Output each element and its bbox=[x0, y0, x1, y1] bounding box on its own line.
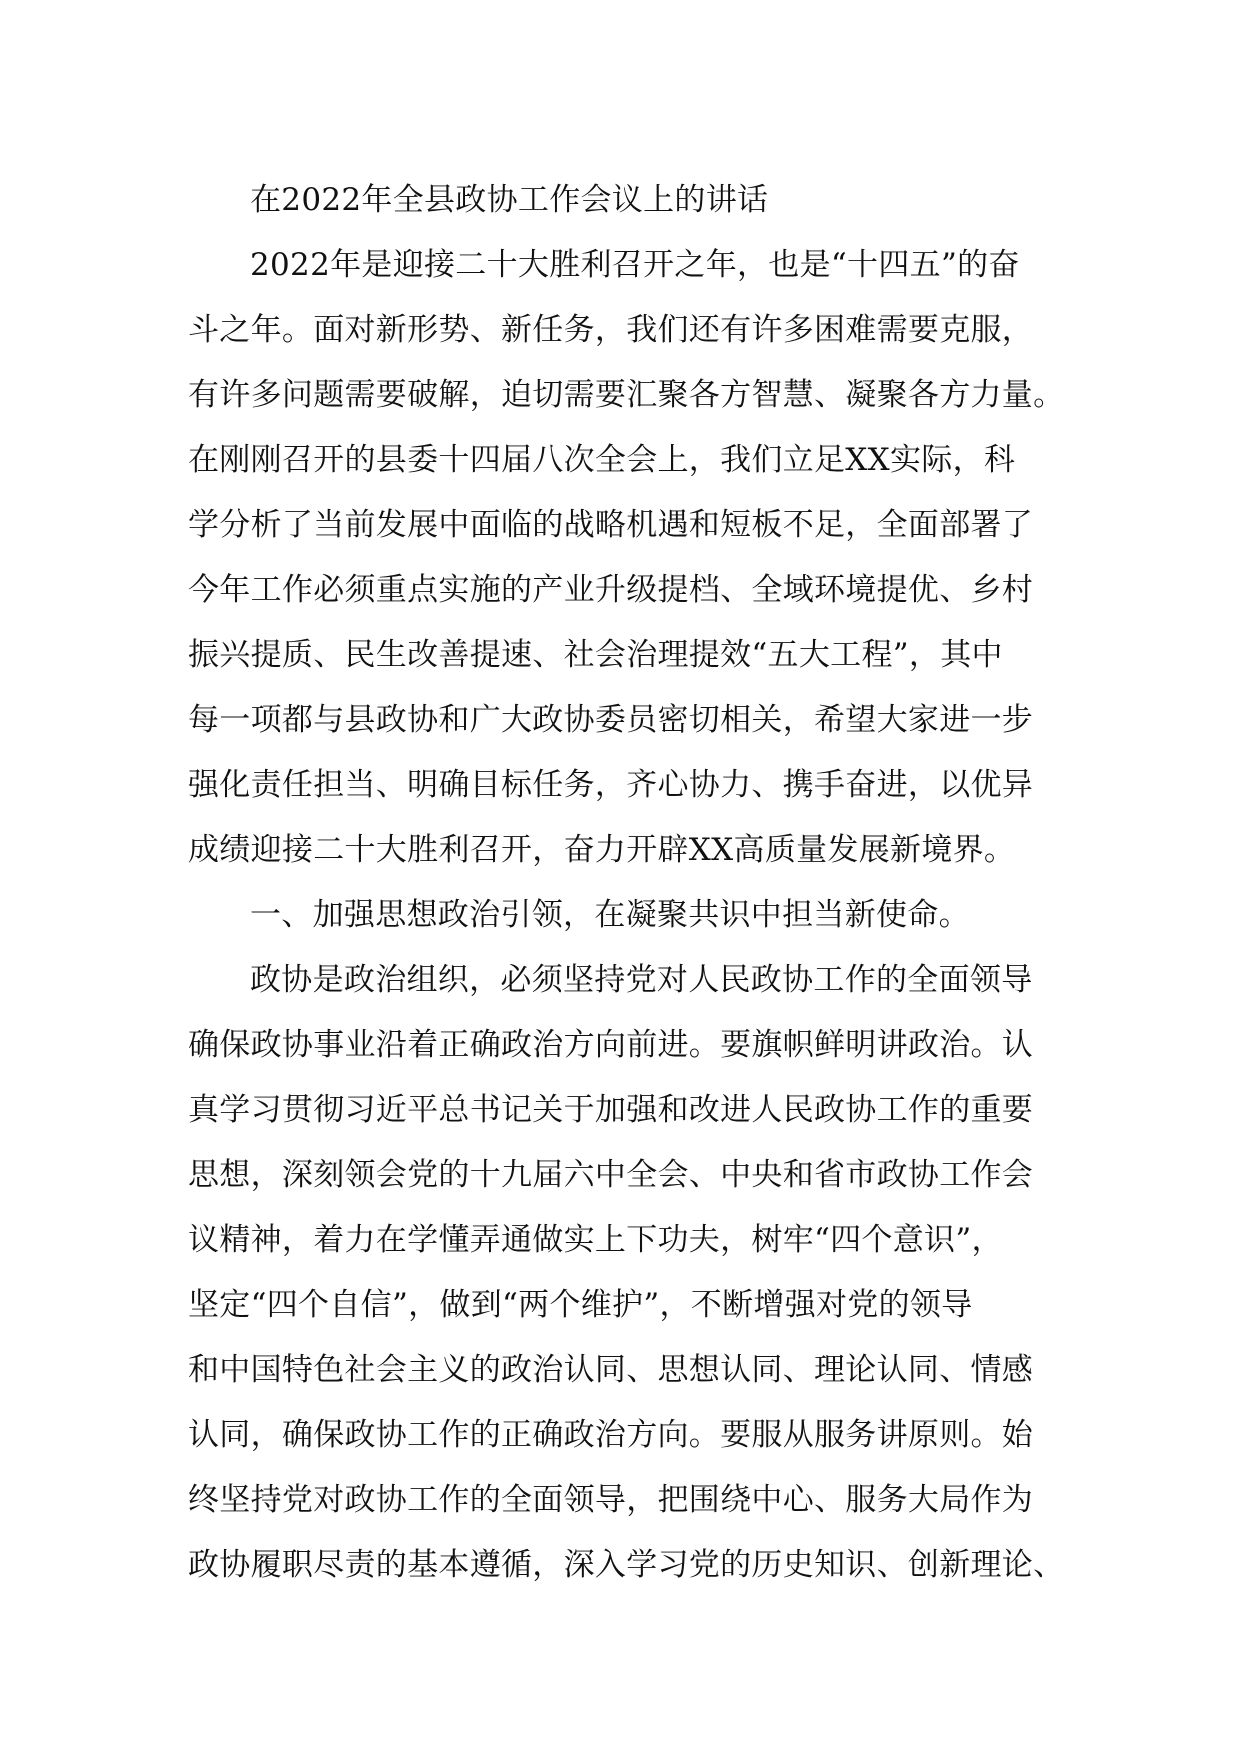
paragraph-line: 在刚刚召开的县委十四届八次全会上，我们立足XX实际，科 bbox=[188, 442, 1016, 478]
paragraph-line: 成绩迎接二十大胜利召开，奋力开辟XX高质量发展新境界。 bbox=[188, 832, 1016, 868]
paragraph-line: 振兴提质、民生改善提速、社会治理提效“五大工程”，其中 bbox=[188, 637, 1003, 673]
paragraph-line: 今年工作必须重点实施的产业升级提档、全域环境提优、乡村 bbox=[188, 572, 1034, 608]
paragraph-line: 2022年是迎接二十大胜利召开之年，也是“十四五”的奋 bbox=[250, 247, 1020, 283]
paragraph-line: 认同，确保政协工作的正确政治方向。要服从服务讲原则。始 bbox=[188, 1417, 1034, 1453]
paragraph-line: 学分析了当前发展中面临的战略机遇和短板不足，全面部署了 bbox=[188, 507, 1034, 543]
paragraph-line: 终坚持党对政协工作的全面领导，把围绕中心、服务大局作为 bbox=[188, 1482, 1034, 1518]
paragraph-line: 政协履职尽责的基本遵循，深入学习党的历史知识、创新理论、 bbox=[188, 1547, 1065, 1583]
paragraph-line: 议精神，着力在学懂弄通做实上下功夫，树牢“四个意识”， bbox=[188, 1222, 1003, 1258]
document-title: 在2022年全县政协工作会议上的讲话 bbox=[250, 182, 769, 218]
paragraph-line: 政协是政治组织，必须坚持党对人民政协工作的全面领导 bbox=[250, 962, 1033, 998]
paragraph-line: 斗之年。面对新形势、新任务，我们还有许多困难需要克服， bbox=[188, 312, 1034, 348]
paragraph-line: 每一项都与县政协和广大政协委员密切相关，希望大家进一步 bbox=[188, 702, 1034, 738]
paragraph-line: 坚定“四个自信”，做到“两个维护”，不断增强对党的领导 bbox=[188, 1287, 973, 1323]
paragraph-line: 和中国特色社会主义的政治认同、思想认同、理论认同、情感 bbox=[188, 1352, 1034, 1388]
paragraph-line: 强化责任担当、明确目标任务，齐心协力、携手奋进，以优异 bbox=[188, 767, 1034, 803]
paragraph-line: 确保政协事业沿着正确政治方向前进。要旗帜鲜明讲政治。认 bbox=[188, 1027, 1034, 1063]
document-body bbox=[188, 168, 1068, 1598]
section-heading: 一、加强思想政治引领，在凝聚共识中担当新使命。 bbox=[250, 897, 970, 933]
paragraph-line: 思想，深刻领会党的十九届六中全会、中央和省市政协工作会 bbox=[188, 1157, 1034, 1193]
paragraph-line: 真学习贯彻习近平总书记关于加强和改进人民政协工作的重要 bbox=[188, 1092, 1034, 1128]
paragraph-line: 有许多问题需要破解，迫切需要汇聚各方智慧、凝聚各方力量。 bbox=[188, 377, 1065, 413]
